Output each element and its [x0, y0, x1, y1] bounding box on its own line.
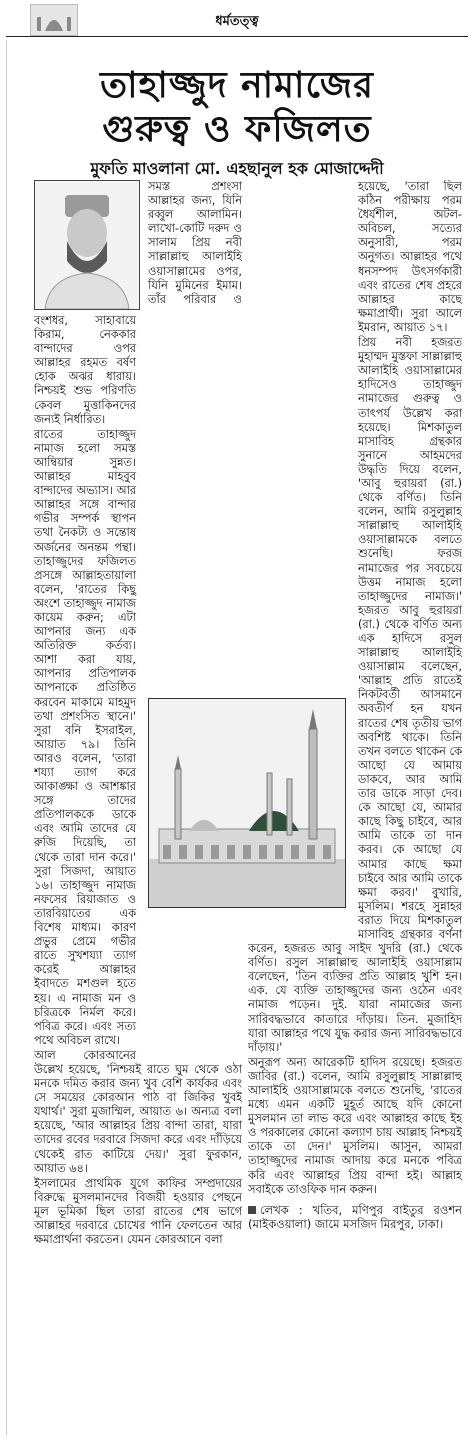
left-frame-line: [6, 40, 7, 1435]
section-title: ধর্মতত্ত্ব: [215, 14, 259, 29]
paragraph: অনুরূপ অন্য আরেকটি হাদিস রয়েছে। হজরত জাবির (রা.) বলেন, আমি রসুলুল্লাহ সাল্লাল্লাহু আলাইহি ওয়াসাল্লামকে বলতে শুনেছি, 'রাতের মধ্যে এমন একটি মুহূর্ত আছে যদি কোনো মুসলমান তা লাভ করে এবং আল্লাহর কাছে ইহ ও পরকালের কোনো কল্যাণ চায় আল্লাহ নিশ্চয়ই তাকে তা দেন।' মুসলিম। আসুন, আমরা তাহাজ্জুদের নামাজ আদায় করে মনকে পবিত্র করি এবং আল্লাহর প্রিয় বান্দা হই। আল্লাহ সবাইকে তাওফিক দান করুন।: [248, 1055, 462, 1196]
paragraph: আল কোরআনের উল্লেখ হয়েছে, 'নিশ্চয়ই রাতে ঘুম থেকে ওঠা মনকে দমিত করার জন্য খুব বেশি কার্যকর এবং সে সময়ের কোরআন পাঠ বা জিকির খুবই যথার্থ।' সুরা মুজাম্মিল, আয়াত ৬। অন্যত্র বলা হয়েছে, 'আর আল্লাহর প্রিয় বান্দা তারা, যারা তাদের রবের দরবারে সিজদা করে এবং দাঁড়িয়ে থেকেই রাত কাটিয়ে দেয়।' সুরা ফুরকান, আয়াত ৬৪।: [34, 1048, 242, 1175]
paragraph: সমস্ত প্রশংসা আল্লাহর জন্য, যিনি রব্বুল আলামিন। লাখো-কোটি দরুদ ও সালাম প্রিয় নবী সাল্লাল্লাহু আলাইহি ওয়াসাল্লামের ওপর, যিনি মুমিনের ইমাম। তাঁর পরিবার ও বংশধর, সাহাবায়ে কিরাম, নেককার বান্দাদের ওপর আল্লাহর রহমত বর্ষণ হোক অঝর ধারায়। নিশ্চয়ই শুভ পরিণতি কেবল মুত্তাকিনদের জন্যই নির্ধারিত।: [34, 180, 242, 426]
paragraph: ইসলামের প্রাথমিক যুগে কাফির সম্প্রদায়ের বিরুদ্ধে মুসলমানদের বিজয়ী হওয়ার পেছনে মূল ভূমিকা ছিল তারা রাতের শেষ ভাগে আল্লাহর দরবারে চোখের পানি ফেলতেন আর ক্ষমাপ্রার্থনা করতেন। যেমন কোরআনে বলা: [34, 1176, 242, 1247]
author-photo: [34, 180, 140, 310]
paragraph: প্রিয় নবী হজরত মুহাম্মদ মুস্তফা সাল্লাল্লাহু আলাইহি ওয়াসাল্লামের হাদিসেও তাহাজ্জুদ নামাজের গুরুত্ব ও তাৎপর্য উল্লেখ করা হয়েছে। মিশকাতুল মাসাবিহ গ্রন্থকার সুনানে আহমদের উদ্ধৃতি দিয়ে বলেন, 'আবু হুরায়রা (রা.) থেকে বর্ণিত। তিনি বলেন, আমি রসুলুল্লাহ সাল্লাল্লাহু আলাইহি ওয়াসাল্লামকে বলতে শুনেছি। ফরজ নামাজের পর সবচেয়ে উত্তম নামাজ হলো তাহাজ্জুদের নামাজ।' হজরত আবু হুরায়রা (রা.) থেকে বর্ণিত অন্য এক হাদিসে রসুল সাল্লাল্লাহু আলাইহি ওয়াসাল্লাম বলেছেন, 'আল্লাহ প্রতি রাতেই নিকটবর্তী আসমানে অবতীর্ণ হন যখন রাতের শেষ তৃতীয় ভাগ অবশিষ্ট থাকে। তিনি তখন বলতে থাকেন কে আছো যে আমায় ডাকবে, আর আমি তার ডাকে সাড়া দেব। কে আছো যে, আমার কাছে কিছু চাইবে, আর আমি তাকে তা দান করব। কে আছো যে আমার কাছে ক্ষমা চাইবে আর আমি তাকে ক্ষমা করব।' বুখারি, মুসলিম। শরহে সুন্নাহর বরাত দিয়ে মিশকাতুল মাসাবিহ গ্রন্থকার বর্ণনা করেন, হজরত আবু সাইদ খুদরি (রা.) থেকে বর্ণিত। রসুল সাল্লাল্লাহু আলাইহি ওয়াসাল্লাম বলেছেন, 'তিন ব্যক্তির প্রতি আল্লাহ খুশি হন। এক. যে ব্যক্তি তাহাজ্জুদের জন্য ওঠেন এবং নামাজ পড়েন। দুই. যারা নামাজের জন্য সারিবদ্ধভাবে কাতারে দাঁড়ায়। তিন. মুজাহিদ যারা আল্লাহর পথে যুদ্ধ করার জন্য সারিবদ্ধভাবে দাঁড়ায়।': [248, 336, 462, 1054]
byline: মুফতি মাওলানা মো. এহছানুল হক মোজাদ্দেদী: [90, 159, 384, 178]
headline-line-2: গুরুত্ব ও ফজিলত: [102, 109, 372, 150]
author-note-text: লেখক : খতিব, মণিপুর বাইতুর রওশন (মাইকওয়ালা) জামে মসজিদ মিরপুর, ঢাকা।: [248, 1202, 462, 1231]
headline-line-1: তাহাজ্জুদ নামাজের: [100, 65, 374, 106]
paragraph: হয়েছে, 'তারা ছিল কঠিন পরীক্ষায় পরম ধৈর্যশীল, অটল-অবিচল, সত্যের অনুসারী, পরম অনুগত। আল্লাহর পথে ধনসম্পদ উৎসর্গকারী এবং রাতের শেষ প্রহরে আল্লাহর কাছে ক্ষমাপ্রার্থী। সুরা আলে ইমরান, আয়াত ১৭।: [358, 180, 462, 334]
paragraph: রাতের তাহাজ্জুদ নামাজ হলো সমস্ত আম্বিয়ার সুন্নত। আল্লাহর মাহবুব বান্দাদের অভ্যাস। আর আল্লাহর সঙ্গে বান্দার গভীর সম্পর্ক স্থাপন তথা নৈকট্য ও সন্তোষ অর্জনের অনন্তম পন্থা। তাহাজ্জুদের ফজিলত প্রসঙ্গে আল্লাহতায়ালা বলেন, 'রাতের কিছু অংশে তাহাজ্জুদ নামাজ কায়েম করুন; এটা আপনার জন্য এক অতিরিক্ত কর্তব্য। আশা করা যায়, আপনার প্রতিপালক আপনাকে প্রতিষ্ঠিত করবেন মাকামে মাহমুদ তথা প্রশংসিত স্থানে।' সুরা বনি ইসরাইল, আয়াত ৭৯। তিনি আরও বলেন, 'তারা শয্যা ত্যাগ করে আকাঙ্ক্ষা ও আশঙ্কার সঙ্গে তাদের প্রতিপালককে ডাকে এবং আমি তাদের যে রুজি দিয়েছি, তা থেকে তারা দান করে।' সুরা সিজদা, আয়াত ১৬। তাহাজ্জুদ নামাজ নফসের রিয়াজাত ও তারবিয়াতের এক বিশেষ মাধ্যম। কারণ প্রভুর প্রেমে গভীর রাতে সুখশয্যা ত্যাগ করেই আল্লাহর ইবাদতে মশগুল হতে হয়। এ নামাজ মন ও চরিত্রকে নির্মল করে। পবিত্র করে। এবং সত্য পথে অবিচল রাখে।: [34, 427, 136, 1047]
top-rule: [6, 36, 468, 37]
mosque-photo: [148, 698, 346, 908]
author-note: [248, 1203, 462, 1231]
square-bullet-icon: [248, 1206, 256, 1214]
